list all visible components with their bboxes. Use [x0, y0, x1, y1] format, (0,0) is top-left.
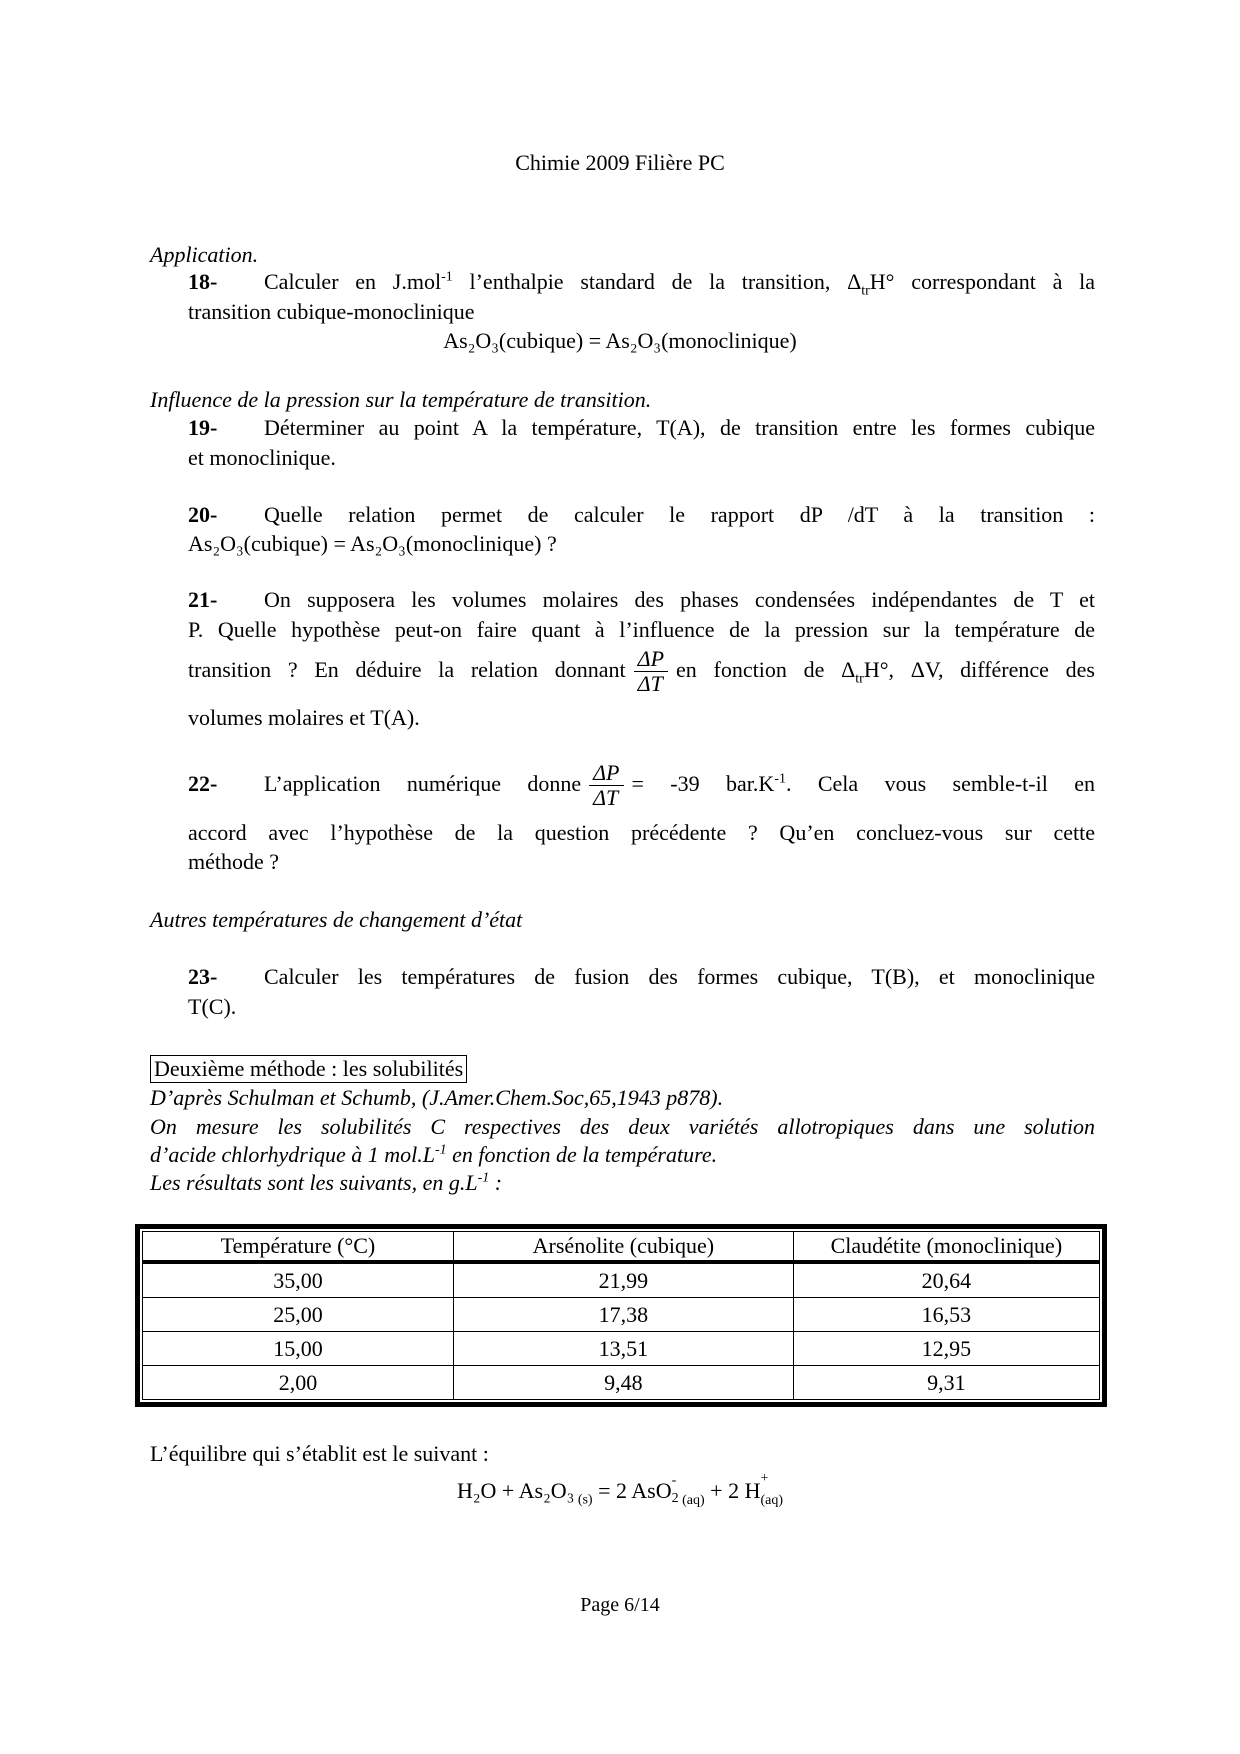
q20-number: 20- [188, 502, 218, 527]
page-number: Page 6/14 [580, 1594, 660, 1616]
page-header: Chimie 2009 Filière PC [515, 150, 725, 175]
q20-line2: As₂O₃(cubique) = As₂O₃(monoclinique) ? [188, 531, 557, 556]
q21-line1: 21- On supposera les volumes molaires des phases condensées indépendantes de T et [188, 585, 1095, 615]
table-row [143, 1262, 1100, 1298]
cell-temperature: 35,00 [143, 1262, 454, 1298]
cell-arsenolite: 17,38 [454, 1298, 794, 1332]
q18-line2: transition cubique-monoclinique [188, 299, 475, 324]
cell-arsenolite: 21,99 [454, 1262, 794, 1298]
q19-line2: et monoclinique. [188, 445, 336, 470]
q21-line3: transition ? En déduire la relation donnant $\frac{\Delta P}{\Delta T}$ en fonction de $\Delta_{tr}H^\circ$, ΔV, différence des [188, 646, 1095, 697]
q23-line2: T(C). [188, 994, 237, 1019]
table-row [143, 1332, 1100, 1366]
q21-fraction: $\frac{\Delta P}{\Delta T}$ [634, 647, 668, 696]
equilibrium-equation: H₂O + As₂O₃ $_{(s)}$ = 2 AsO - 2 (aq) + 2 H + (aq) [456, 1471, 784, 1508]
table-header-row [143, 1232, 1100, 1263]
solubility-table-frame [135, 1224, 1107, 1407]
cell-arsenolite: 13,51 [454, 1332, 794, 1366]
q18-equation: As₂O₃(cubique) = As₂O₃(monoclinique) [443, 328, 797, 353]
method2-desc3: Les résultats sont les suivants, en $g.L^{-1}$ : [150, 1170, 503, 1195]
q19-line1: 19- Déterminer au point A la température, T(A), de transition entre les formes cubique [188, 413, 1095, 443]
cell-temperature: 25,00 [143, 1298, 454, 1332]
q22-line2: accord avec l’hypothèse de la question précédente ? Qu’en concluez-vous sur cette [188, 820, 1095, 845]
solubility-table [142, 1231, 1100, 1400]
section-influence: Influence de la pression sur la température de transition. [150, 387, 652, 412]
header-arsenolite: Arsénolite (cubique) [454, 1232, 794, 1263]
cell-claudetite: 16,53 [793, 1298, 1099, 1332]
section-application: Application. [150, 242, 259, 267]
q22-line3: méthode ? [188, 849, 280, 874]
cell-temperature: 2,00 [143, 1366, 454, 1400]
equilibrium-intro: L’équilibre qui s’établit est le suivant : [150, 1441, 489, 1466]
q18-line1: 18- Calculer en J.mol$^{-1}$ l’enthalpie standard de la transition, $\Delta_{tr}H^\circ$ correspondant à la [188, 269, 1095, 299]
cell-claudetite: 20,64 [793, 1262, 1099, 1298]
header-temperature: Température (°C) [143, 1232, 454, 1263]
method2-reference: D’après Schulman et Schumb, (J.Amer.Chem.Soc,65,1943 p878). [150, 1085, 724, 1110]
q18-number: 18- [188, 269, 218, 294]
q23-number: 23- [188, 964, 218, 989]
method2-title: Deuxième méthode : les solubilités [150, 1055, 467, 1083]
q21-line2: P. Quelle hypothèse peut-on faire quant à l’influence de la pression sur la température de [188, 617, 1095, 642]
q22-number: 22- [188, 771, 218, 796]
q21-number: 21- [188, 587, 218, 612]
table-row [143, 1366, 1100, 1400]
method2-desc1: On mesure les solubilités C respectives des deux variétés allotropiques dans une solution [150, 1114, 1095, 1139]
header-claudetite: Claudétite (monoclinique) [793, 1232, 1099, 1263]
q19-number: 19- [188, 415, 218, 440]
cell-arsenolite: 9,48 [454, 1366, 794, 1400]
q21-line4: volumes molaires et T(A). [188, 705, 420, 730]
cell-claudetite: 9,31 [793, 1366, 1099, 1400]
method2-title-box [150, 1054, 467, 1084]
method2-desc2: d’acide chlorhydrique à 1 $mol.L^{-1}$ en fonction de la température. [150, 1142, 718, 1167]
q20-line1: 20- Quelle relation permet de calculer le rapport dP /dT à la transition : [188, 500, 1095, 530]
table-row [143, 1298, 1100, 1332]
section-autres: Autres températures de changement d’état [150, 907, 523, 932]
q22-line1: 22- L’application numérique donne $\frac{\Delta P}{\Delta T}$ = -39 $bar.K^{-1}$. Cela vous semble-t-il en [188, 756, 1095, 812]
cell-claudetite: 12,95 [793, 1332, 1099, 1366]
q22-fraction: $\frac{\Delta P}{\Delta T}$ [589, 761, 623, 810]
q23-line1: 23- Calculer les températures de fusion des formes cubique, T(B), et monoclinique [188, 962, 1095, 992]
cell-temperature: 15,00 [143, 1332, 454, 1366]
